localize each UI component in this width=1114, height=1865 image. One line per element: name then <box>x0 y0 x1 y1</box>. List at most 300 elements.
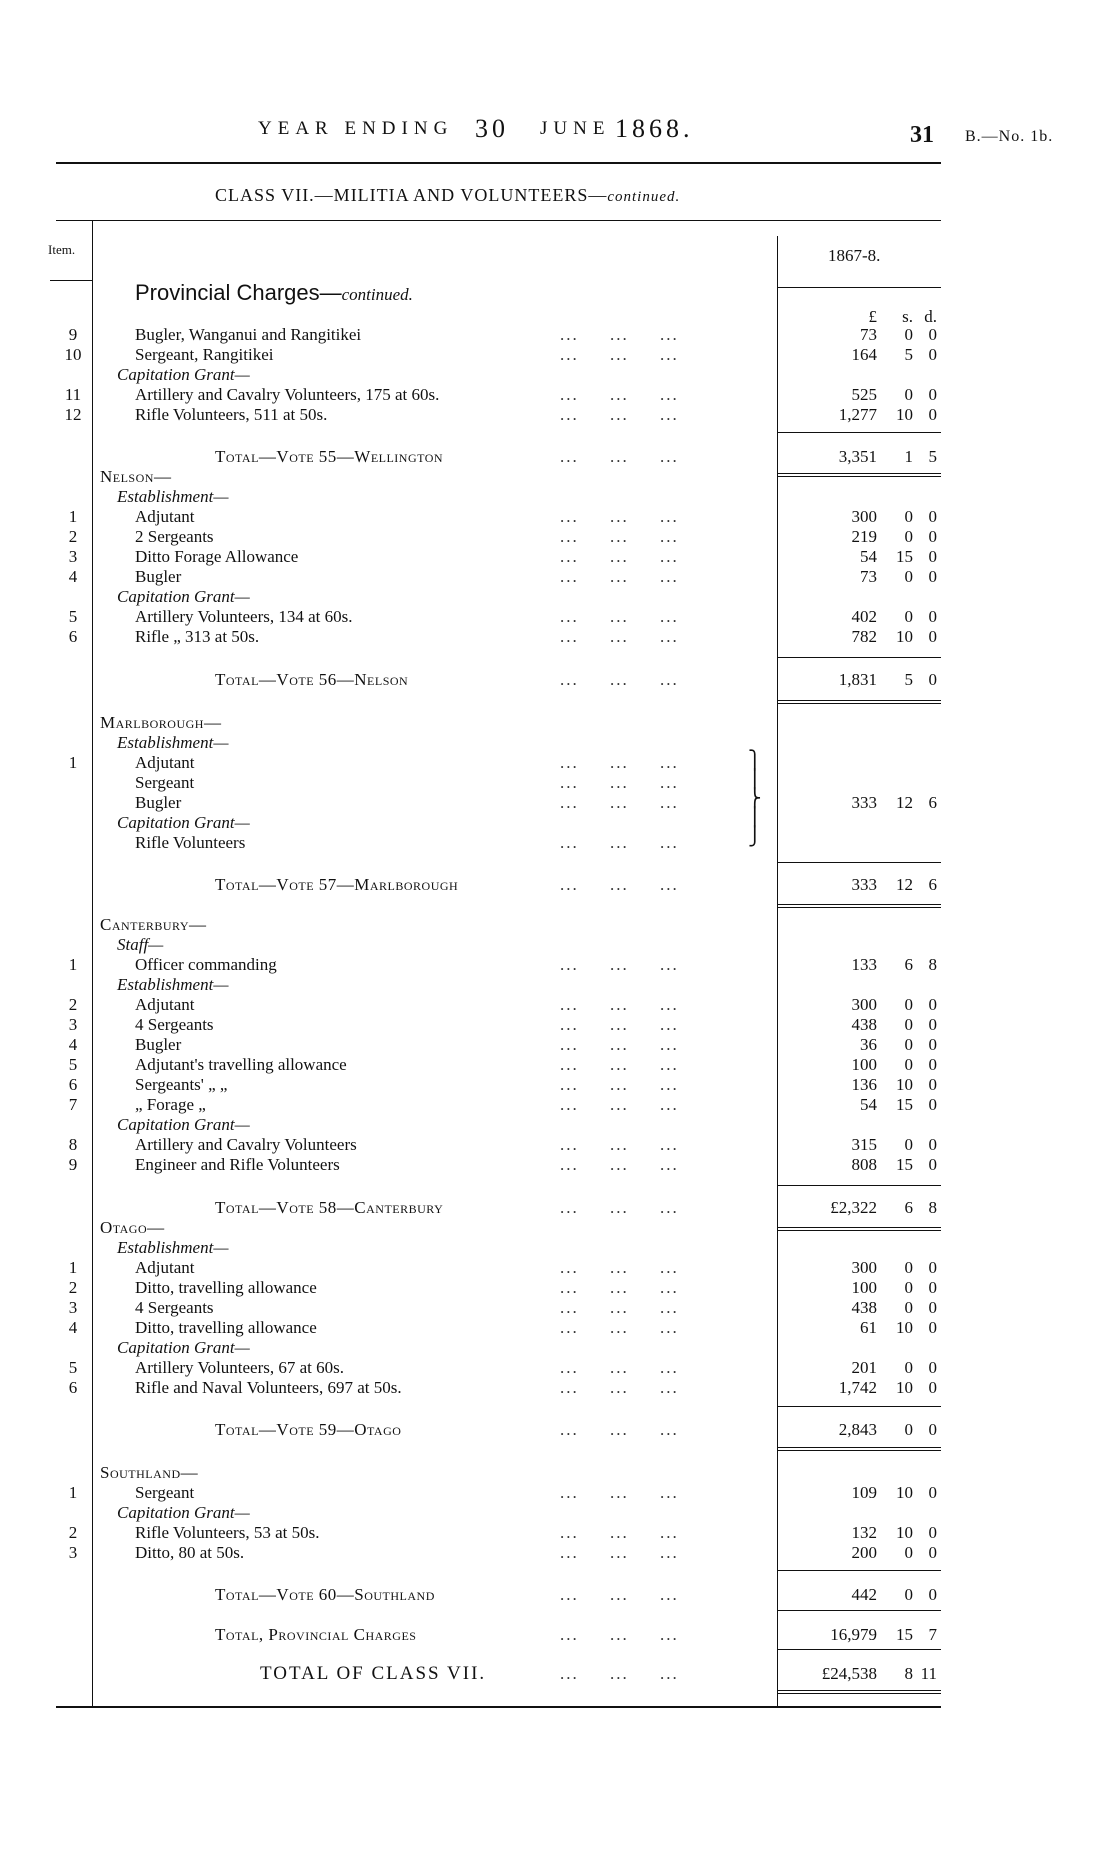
shillings-value: 0 <box>904 567 913 586</box>
row-label: Establishment— <box>117 487 229 506</box>
row-label: Capitation Grant— <box>117 813 250 832</box>
table-row <box>0 527 1114 547</box>
row-label: Total—Vote 58—Canterbury <box>215 1198 444 1217</box>
pence-value: 5 <box>928 447 937 466</box>
total-rule <box>778 657 941 658</box>
pounds-value: £2,322 <box>830 1198 877 1217</box>
pence-value: 0 <box>928 1095 937 1114</box>
leader-dots: ... ... ... <box>560 833 679 852</box>
pounds-value: 808 <box>851 1155 877 1174</box>
table-row <box>0 1358 1114 1378</box>
item-number: 6 <box>68 1075 78 1094</box>
pounds-value: 402 <box>851 607 877 626</box>
item-number: 1 <box>68 1258 78 1277</box>
pence-value: 0 <box>928 1358 937 1377</box>
table-row <box>0 1543 1114 1563</box>
shillings-value: 10 <box>896 405 913 424</box>
pounds-value: 300 <box>851 507 877 526</box>
pence-value: 0 <box>928 1135 937 1154</box>
row-label: Rifle Volunteers, 511 at 50s. <box>135 405 328 424</box>
table-row <box>0 1115 1114 1135</box>
shillings-value: 0 <box>904 1543 913 1562</box>
shillings-value: 12 <box>896 875 913 894</box>
row-label: Staff— <box>117 935 164 954</box>
leader-dots: ... ... ... <box>560 1318 679 1337</box>
item-number: 1 <box>68 753 78 772</box>
table-row <box>0 1015 1114 1035</box>
pounds-value: 73 <box>860 567 877 586</box>
row-label: Total, Provincial Charges <box>215 1625 417 1644</box>
pence-value: 0 <box>928 1278 937 1297</box>
table-row <box>0 1523 1114 1543</box>
table-row <box>0 1258 1114 1278</box>
pounds-value: 36 <box>860 1035 877 1054</box>
header-rule <box>56 162 941 164</box>
item-number: 1 <box>68 507 78 526</box>
row-label: 4 Sergeants <box>135 1015 214 1034</box>
pence-value: 0 <box>928 547 937 566</box>
pence-value: 0 <box>928 1585 937 1604</box>
row-label: Adjutant <box>135 753 195 772</box>
shillings-value: 15 <box>896 547 913 566</box>
row-label: Officer commanding <box>135 955 277 974</box>
pounds-value: 333 <box>851 793 877 812</box>
shillings-value: 6 <box>904 1198 913 1217</box>
shillings-value: 5 <box>904 345 913 364</box>
header-day: 30 <box>475 114 509 143</box>
shillings-value: 0 <box>904 1358 913 1377</box>
table-row <box>0 753 1114 773</box>
row-label: Establishment— <box>117 1238 229 1257</box>
item-number: 1 <box>68 955 78 974</box>
total-rule <box>778 1227 941 1228</box>
pence-value: 0 <box>928 385 937 404</box>
table-row <box>0 1218 1114 1238</box>
item-number: 4 <box>68 1318 78 1337</box>
total-rule <box>778 862 941 863</box>
table-row <box>0 345 1114 365</box>
row-label: Adjutant <box>135 507 195 526</box>
item-number: 3 <box>68 1543 78 1562</box>
table-row <box>0 813 1114 833</box>
shillings-value: 0 <box>904 507 913 526</box>
item-number: 2 <box>68 1278 78 1297</box>
row-label: Rifle „ 313 at 50s. <box>135 627 260 646</box>
shillings-value: 5 <box>904 670 913 689</box>
row-label: Artillery Volunteers, 134 at 60s. <box>135 607 353 626</box>
row-label: Artillery Volunteers, 67 at 60s. <box>135 1358 345 1377</box>
item-number: 6 <box>68 1378 78 1397</box>
shillings-value: 0 <box>904 1278 913 1297</box>
row-label: Ditto Forage Allowance <box>135 547 299 566</box>
leader-dots: ... ... ... <box>560 875 679 894</box>
total-rule <box>778 1610 941 1611</box>
item-number: 9 <box>68 325 78 344</box>
pence-value: 0 <box>928 995 937 1014</box>
class-title <box>215 185 680 206</box>
row-label: Capitation Grant— <box>117 1338 250 1357</box>
table-row <box>0 587 1114 607</box>
total-rule <box>778 476 941 477</box>
pence-value: 0 <box>928 1543 937 1562</box>
pounds-value: 54 <box>860 547 877 566</box>
row-label: Total—Vote 60—Southland <box>215 1585 435 1604</box>
table-row <box>0 365 1114 385</box>
pounds-value: 300 <box>851 995 877 1014</box>
leader-dots: ... ... ... <box>560 793 679 812</box>
pence-value: 0 <box>928 627 937 646</box>
pence-value: 0 <box>928 607 937 626</box>
pounds-value: 442 <box>851 1585 877 1604</box>
leader-dots: ... ... ... <box>560 385 679 404</box>
leader-dots: ... ... ... <box>560 567 679 586</box>
total-rule <box>778 473 941 474</box>
pounds-value: 1,742 <box>838 1378 877 1397</box>
item-number: 2 <box>68 995 78 1014</box>
leader-dots: ... ... ... <box>560 1420 679 1439</box>
total-rule <box>778 700 941 701</box>
pence-value: 0 <box>928 1055 937 1074</box>
shillings-header: s. <box>902 307 913 326</box>
leader-dots: ... ... ... <box>560 1378 679 1397</box>
table-row <box>0 833 1114 853</box>
row-label: Sergeant, Rangitikei <box>135 345 274 364</box>
leader-dots: ... ... ... <box>560 995 679 1014</box>
section-title-main: Provincial Charges— <box>135 280 342 305</box>
pounds-value: 133 <box>851 955 877 974</box>
table-row <box>0 447 1114 467</box>
shillings-value: 0 <box>904 1585 913 1604</box>
leader-dots: ... ... ... <box>560 1015 679 1034</box>
currency-header <box>0 307 1114 327</box>
section-title <box>135 280 413 306</box>
item-number: 9 <box>68 1155 78 1174</box>
total-rule <box>778 1406 941 1407</box>
leader-dots: ... ... ... <box>560 955 679 974</box>
table-row <box>0 1198 1114 1218</box>
pence-value: 0 <box>928 1015 937 1034</box>
shillings-value: 10 <box>896 1523 913 1542</box>
pounds-value: £24,538 <box>821 1664 877 1683</box>
item-number: 11 <box>64 385 82 404</box>
item-number: 4 <box>68 1035 78 1054</box>
table-row <box>0 507 1114 527</box>
pence-value: 8 <box>928 1198 937 1217</box>
total-rule <box>778 1450 941 1451</box>
pounds-value: 109 <box>851 1483 877 1502</box>
item-number: 7 <box>68 1095 78 1114</box>
pence-value: 6 <box>928 793 937 812</box>
item-number: 5 <box>68 1055 78 1074</box>
pounds-value: 1,277 <box>838 405 877 424</box>
shillings-value: 8 <box>904 1664 913 1683</box>
leader-dots: ... ... ... <box>560 1198 679 1217</box>
shillings-value: 10 <box>896 1318 913 1337</box>
pence-value: 8 <box>928 955 937 974</box>
pence-value: 6 <box>928 875 937 894</box>
total-rule <box>778 1447 941 1448</box>
header-title: YEAR ENDING <box>258 118 454 139</box>
table-row <box>0 773 1114 793</box>
row-label: Rifle Volunteers <box>135 833 246 852</box>
pence-value: 0 <box>928 325 937 344</box>
header-year: 1868. <box>615 114 694 143</box>
table-row <box>0 325 1114 345</box>
table-row <box>0 1278 1114 1298</box>
shillings-value: 15 <box>896 1095 913 1114</box>
leader-dots: ... ... ... <box>560 405 679 424</box>
row-label: Otago— <box>100 1218 165 1237</box>
table-row <box>0 1483 1114 1503</box>
item-number: 2 <box>68 1523 78 1542</box>
paper-reference: B.—No. 1b. <box>965 128 1054 145</box>
leader-dots: ... ... ... <box>560 1483 679 1502</box>
row-label: Bugler, Wanganui and Rangitikei <box>135 325 362 344</box>
row-label: Ditto, travelling allowance <box>135 1318 317 1337</box>
pence-value: 0 <box>928 1523 937 1542</box>
leader-dots: ... ... ... <box>560 753 679 772</box>
row-label: Capitation Grant— <box>117 1503 250 1522</box>
shillings-value: 10 <box>896 627 913 646</box>
table-row <box>0 1503 1114 1523</box>
pence-value: 0 <box>928 507 937 526</box>
total-rule <box>778 907 941 908</box>
pence-value: 0 <box>928 1075 937 1094</box>
shillings-value: 15 <box>896 1155 913 1174</box>
shillings-value: 10 <box>896 1378 913 1397</box>
row-label: Engineer and Rifle Volunteers <box>135 1155 340 1174</box>
row-label: Capitation Grant— <box>117 365 250 384</box>
pence-value: 0 <box>928 527 937 546</box>
pounds-value: 164 <box>851 345 877 364</box>
pounds-value: 100 <box>851 1278 877 1297</box>
shillings-value: 12 <box>896 793 913 812</box>
row-label: Total—Vote 57—Marlborough <box>215 875 459 894</box>
shillings-value: 0 <box>904 527 913 546</box>
item-header-rule <box>50 280 92 281</box>
pounds-value: 2,843 <box>838 1420 877 1439</box>
pence-value: 0 <box>928 1298 937 1317</box>
table-row <box>0 405 1114 425</box>
pounds-value: 73 <box>860 325 877 344</box>
item-number: 10 <box>64 345 82 364</box>
row-label: Adjutant's travelling allowance <box>135 1055 347 1074</box>
row-label: 4 Sergeants <box>135 1298 214 1317</box>
pounds-value: 54 <box>860 1095 877 1114</box>
table-row <box>0 567 1114 587</box>
table-row <box>0 467 1114 487</box>
pounds-value: 1,831 <box>838 670 877 689</box>
pounds-value: 100 <box>851 1055 877 1074</box>
year-column-header: 1867-8. <box>828 246 881 265</box>
shillings-value: 0 <box>904 1035 913 1054</box>
shillings-value: 0 <box>904 1055 913 1074</box>
table-row <box>0 385 1114 405</box>
row-label: Adjutant <box>135 1258 195 1277</box>
leader-dots: ... ... ... <box>560 1664 679 1683</box>
table-row <box>0 935 1114 955</box>
leader-dots: ... ... ... <box>560 1155 679 1174</box>
row-label: Marlborough— <box>100 713 222 732</box>
table-row <box>0 1318 1114 1338</box>
item-number: 1 <box>68 1483 78 1502</box>
year-header-rule <box>777 287 941 288</box>
table-top-rule <box>56 220 941 221</box>
table-row <box>0 793 1114 813</box>
pounds-value: 782 <box>851 627 877 646</box>
table-row <box>0 487 1114 507</box>
leader-dots: ... ... ... <box>560 345 679 364</box>
pounds-value: 438 <box>851 1298 877 1317</box>
table-row <box>0 1298 1114 1318</box>
total-rule <box>778 1185 941 1186</box>
class-title-suffix: continued. <box>607 189 681 205</box>
row-label: Capitation Grant— <box>117 1115 250 1134</box>
leader-dots: ... ... ... <box>560 1055 679 1074</box>
pounds-value: 136 <box>851 1075 877 1094</box>
shillings-value: 10 <box>896 1483 913 1502</box>
header-month: JUNE <box>540 118 611 139</box>
shillings-value: 0 <box>904 1135 913 1154</box>
pounds-header: £ <box>868 307 877 326</box>
pence-value: 0 <box>928 1378 937 1397</box>
row-label: Artillery and Cavalry Volunteers, 175 at 60s. <box>135 385 440 404</box>
page-number: 31 <box>910 122 934 148</box>
leader-dots: ... ... ... <box>560 1625 679 1644</box>
table-row <box>0 1420 1114 1440</box>
total-rule <box>778 1570 941 1571</box>
shillings-value: 0 <box>904 1015 913 1034</box>
pence-value: 11 <box>920 1664 937 1683</box>
grouping-brace: ⎫ ⎪ ⎬ ⎪ ⎭ <box>748 750 762 846</box>
row-label: Adjutant <box>135 995 195 1014</box>
pounds-value: 300 <box>851 1258 877 1277</box>
table-row <box>0 627 1114 647</box>
table-row <box>0 1585 1114 1605</box>
pounds-value: 200 <box>851 1543 877 1562</box>
row-label: Canterbury— <box>100 915 207 934</box>
leader-dots: ... ... ... <box>560 547 679 566</box>
leader-dots: ... ... ... <box>560 1095 679 1114</box>
row-label: Ditto, 80 at 50s. <box>135 1543 245 1562</box>
pounds-value: 315 <box>851 1135 877 1154</box>
shillings-value: 0 <box>904 995 913 1014</box>
pounds-value: 132 <box>851 1523 877 1542</box>
row-label: Capitation Grant— <box>117 587 250 606</box>
item-number: 5 <box>68 1358 78 1377</box>
row-label: Southland— <box>100 1463 199 1482</box>
total-rule <box>778 904 941 905</box>
leader-dots: ... ... ... <box>560 607 679 626</box>
item-number: 3 <box>68 547 78 566</box>
leader-dots: ... ... ... <box>560 773 679 792</box>
table-row <box>0 1238 1114 1258</box>
table-row <box>0 607 1114 627</box>
leader-dots: ... ... ... <box>560 1278 679 1297</box>
row-label: Sergeants' „ „ <box>135 1075 228 1094</box>
row-label: Artillery and Cavalry Volunteers <box>135 1135 357 1154</box>
row-label: Rifle and Naval Volunteers, 697 at 50s. <box>135 1378 402 1397</box>
table-row <box>0 875 1114 895</box>
shillings-value: 0 <box>904 1298 913 1317</box>
pence-header: d. <box>924 307 937 326</box>
row-label: Sergeant <box>135 773 195 792</box>
pounds-value: 16,979 <box>830 1625 877 1644</box>
pence-value: 0 <box>928 405 937 424</box>
row-label: Ditto, travelling allowance <box>135 1278 317 1297</box>
table-row <box>0 1378 1114 1398</box>
table-row <box>0 1463 1114 1483</box>
pence-value: 0 <box>928 1420 937 1439</box>
pence-value: 0 <box>928 1318 937 1337</box>
row-label: „ Forage „ <box>135 1095 206 1114</box>
shillings-value: 0 <box>904 385 913 404</box>
leader-dots: ... ... ... <box>560 325 679 344</box>
table-row <box>0 915 1114 935</box>
leader-dots: ... ... ... <box>560 627 679 646</box>
shillings-value: 6 <box>904 955 913 974</box>
total-rule <box>778 703 941 704</box>
leader-dots: ... ... ... <box>560 527 679 546</box>
leader-dots: ... ... ... <box>560 1358 679 1377</box>
total-rule <box>778 432 941 433</box>
total-rule <box>778 1690 941 1691</box>
shillings-value: 1 <box>904 447 913 466</box>
table-row <box>0 1095 1114 1115</box>
leader-dots: ... ... ... <box>560 1543 679 1562</box>
row-label: Nelson— <box>100 467 172 486</box>
table-row <box>0 1625 1114 1645</box>
table-row <box>0 670 1114 690</box>
pounds-value: 333 <box>851 875 877 894</box>
row-label: TOTAL OF CLASS VII. <box>260 1663 487 1684</box>
row-label: Establishment— <box>117 975 229 994</box>
leader-dots: ... ... ... <box>560 1523 679 1542</box>
row-label: Establishment— <box>117 733 229 752</box>
row-label: Total—Vote 55—Wellington <box>215 447 444 466</box>
leader-dots: ... ... ... <box>560 670 679 689</box>
table-row <box>0 1338 1114 1358</box>
leader-dots: ... ... ... <box>560 1075 679 1094</box>
table-row <box>0 713 1114 733</box>
leader-dots: ... ... ... <box>560 1298 679 1317</box>
leader-dots: ... ... ... <box>560 1135 679 1154</box>
table-row <box>0 955 1114 975</box>
pence-value: 0 <box>928 1155 937 1174</box>
table-row <box>0 1135 1114 1155</box>
row-label: Bugler <box>135 567 182 586</box>
total-rule <box>778 1693 941 1694</box>
class-title-main: CLASS VII.—MILITIA AND VOLUNTEERS— <box>215 185 608 205</box>
row-label: Rifle Volunteers, 53 at 50s. <box>135 1523 320 1542</box>
row-label: Total—Vote 59—Otago <box>215 1420 402 1439</box>
shillings-value: 15 <box>896 1625 913 1644</box>
shillings-value: 0 <box>904 1258 913 1277</box>
item-number: 3 <box>68 1015 78 1034</box>
table-row <box>0 547 1114 567</box>
leader-dots: ... ... ... <box>560 1585 679 1604</box>
table-bottom-rule <box>56 1706 941 1708</box>
item-number: 3 <box>68 1298 78 1317</box>
shillings-value: 0 <box>904 1420 913 1439</box>
item-column-header: Item. <box>48 242 76 257</box>
pounds-value: 201 <box>851 1358 877 1377</box>
item-number: 4 <box>68 567 78 586</box>
row-label: 2 Sergeants <box>135 527 214 546</box>
pence-value: 0 <box>928 1483 937 1502</box>
pounds-value: 61 <box>860 1318 877 1337</box>
shillings-value: 0 <box>904 325 913 344</box>
